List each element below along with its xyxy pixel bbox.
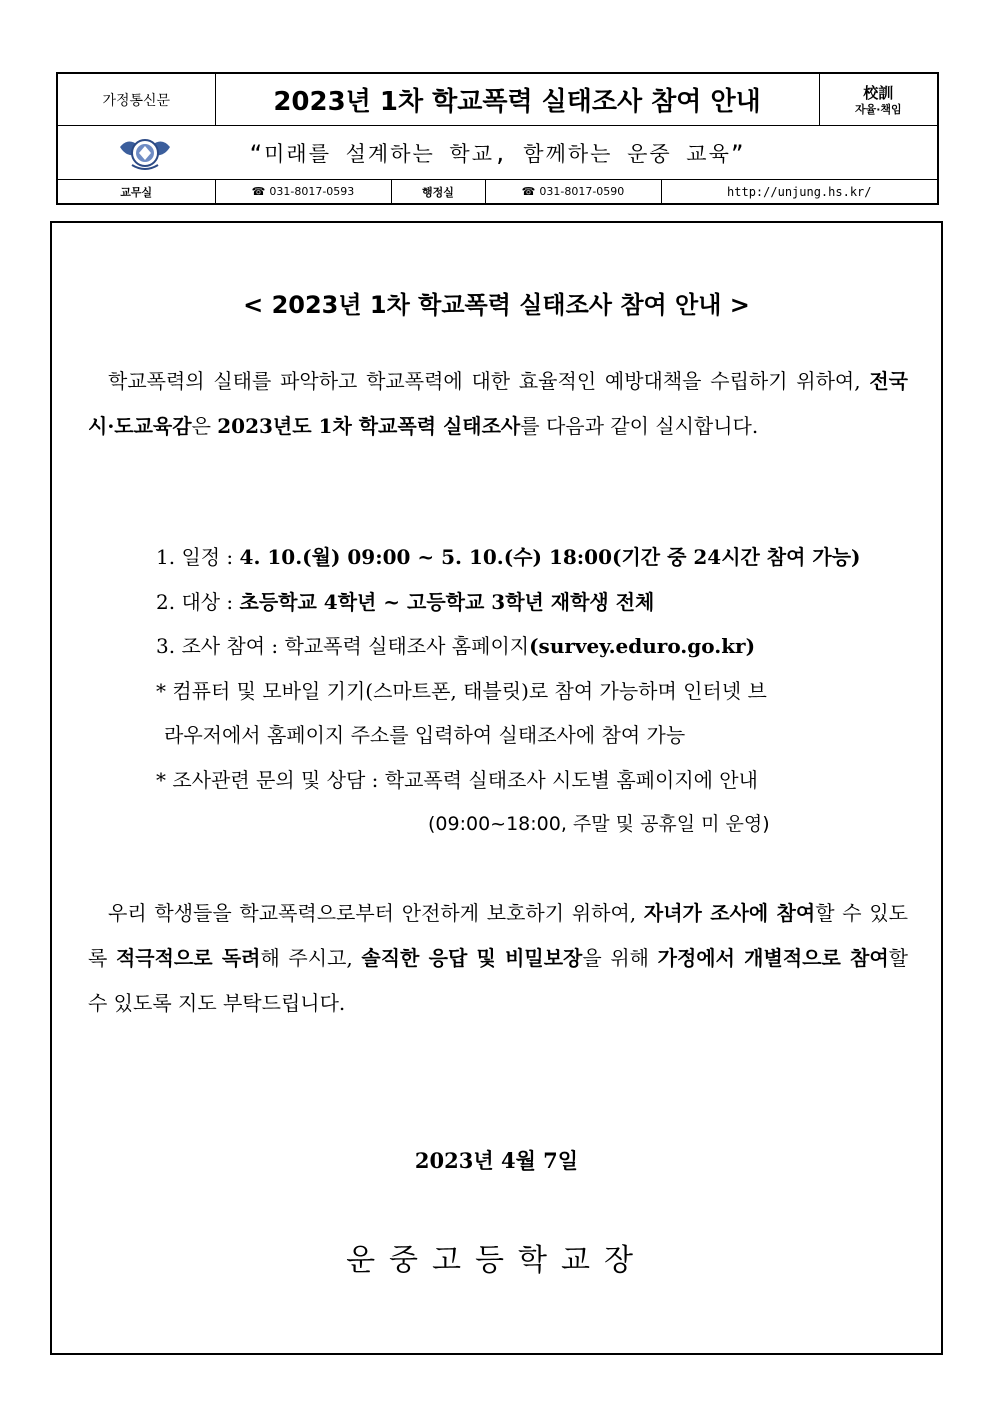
newsletter-header-table bbox=[56, 72, 939, 205]
school-emblem-icon bbox=[118, 133, 172, 173]
phone-icon: ☎ bbox=[251, 185, 266, 199]
school-slogan: “미래를 설계하는 학교, 함께하는 운중 교육” bbox=[249, 141, 746, 166]
note-inquiry: * 조사관련 문의 및 상담 : 학교폭력 실태조사 시도별 홈페이지에 안내 bbox=[156, 767, 758, 792]
notice-body bbox=[50, 221, 943, 1355]
intro-paragraph: 학교폭력의 실태를 파악하고 학교폭력에 대한 효율적인 예방대책을 수립하기 위하여, 전국 시·도교육감은 2023년도 1차 학교폭력 실태조사를 다음과 같이 실시합니다. bbox=[88, 369, 908, 438]
newsletter-title: 2023년 1차 학교폭력 실태조사 참여 안내 bbox=[215, 73, 819, 126]
note-devices-line2: 라우저에서 홈페이지 주소를 입력하여 실태조사에 참여 가능 bbox=[164, 723, 686, 747]
office-label-admin: 행정실 bbox=[391, 180, 485, 204]
note-inquiry-hours: (09:00~18:00, 주말 및 공휴일 미 운영) bbox=[428, 813, 770, 835]
phone-admin: ☎ 031-8017-0590 bbox=[485, 180, 661, 204]
phone-icon: ☎ bbox=[521, 185, 536, 199]
school-website-link[interactable]: http://unjung.hs.kr/ bbox=[661, 180, 938, 204]
motto-label: 校訓 bbox=[863, 83, 894, 102]
list-item-schedule: 1. 일정 : 4. 10.(월) 09:00 ~ 5. 10.(수) 18:00(기간 중 24시간 참여 가능) bbox=[156, 545, 861, 569]
list-item-target: 2. 대상 : 초등학교 4학년 ~ 고등학교 3학년 재학생 전체 bbox=[156, 589, 655, 614]
phone-academic: ☎ 031-8017-0593 bbox=[215, 180, 391, 204]
office-label-academic: 교무실 bbox=[57, 180, 215, 204]
notice-title: < 2023년 1차 학교폭력 실태조사 참여 안내 > bbox=[243, 291, 750, 319]
motto-value: 자율·책임 bbox=[854, 102, 902, 116]
note-devices-line1: * 컴퓨터 및 모바일 기기(스마트폰, 태블릿)로 참여 가능하며 인터넷 브 bbox=[156, 678, 767, 703]
notice-date: 2023년 4월 7일 bbox=[414, 1148, 579, 1173]
list-item-participation: 3. 조사 참여 : 학교폭력 실태조사 홈페이지(survey.eduro.go.kr) bbox=[156, 634, 756, 658]
survey-details-list bbox=[156, 535, 916, 847]
slogan-row bbox=[57, 126, 938, 180]
principal-signature: 운중고등학교장 bbox=[346, 1243, 647, 1278]
school-motto-box bbox=[819, 73, 938, 126]
closing-paragraph: 우리 학생들을 학교폭력으로부터 안전하게 보호하기 위하여, 자녀가 조사에 참여할 수 있도록 적극적으로 독려해 주시고, 솔직한 응답 및 비밀보장을 위해 가정에서 개별적으로 참여할 수 있도록 지도 부탁드립니다. bbox=[88, 901, 908, 1015]
newsletter-category: 가정통신문 bbox=[57, 73, 215, 126]
